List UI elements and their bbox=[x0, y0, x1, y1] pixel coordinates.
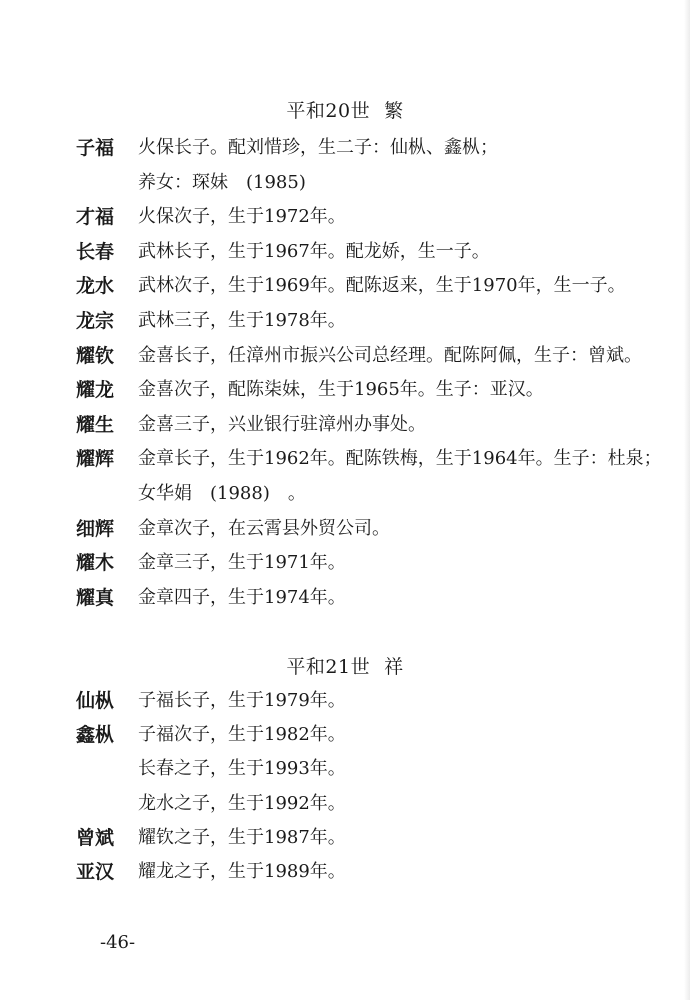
entry-row bbox=[0, 789, 690, 823]
entry-name: 亚汉 bbox=[76, 861, 115, 883]
entry-description: 金喜次子，配陈柒妹，生于1965年。生子：亚汉。 bbox=[138, 379, 544, 401]
page-number: -46- bbox=[100, 932, 136, 953]
entry-row bbox=[0, 686, 690, 720]
entry-description: 龙水之子，生于1992年。 bbox=[138, 792, 346, 814]
entry-name: 鑫枞 bbox=[76, 724, 115, 747]
entry-name: 耀辉 bbox=[76, 448, 115, 471]
entry-name: 才福 bbox=[76, 206, 115, 229]
entry-description: 耀钦之子，生于1987年。 bbox=[138, 826, 346, 848]
generation-character: 祥 bbox=[384, 656, 404, 678]
entry-name: 龙水 bbox=[76, 275, 115, 298]
entry-description: 女华娟 (1988) 。 bbox=[138, 483, 306, 504]
entry-row bbox=[0, 754, 690, 788]
entry-name: 耀木 bbox=[76, 552, 115, 575]
entry-row bbox=[0, 168, 690, 202]
entry-row bbox=[0, 444, 690, 478]
entry-name: 细辉 bbox=[76, 517, 115, 540]
entry-name: 子福 bbox=[76, 137, 115, 159]
entry-row bbox=[0, 514, 690, 548]
entry-description: 养女：琛妹 (1985) bbox=[138, 171, 306, 193]
entry-description: 耀龙之子，生于1989年。 bbox=[138, 861, 346, 882]
entry-description: 火保长子。配刘惜珍，生二子：仙枞、鑫枞； bbox=[138, 137, 498, 158]
section-title-generation-20 bbox=[0, 96, 690, 123]
entry-row bbox=[0, 410, 690, 444]
entry-row bbox=[0, 202, 690, 236]
entry-name: 耀龙 bbox=[76, 379, 115, 402]
entry-name: 耀真 bbox=[76, 586, 115, 609]
entry-description: 金章四子，生于1974年。 bbox=[138, 586, 346, 608]
entry-row bbox=[0, 133, 690, 167]
scan-edge-shadow bbox=[684, 0, 690, 1000]
entry-row bbox=[0, 306, 690, 340]
entry-name: 龙宗 bbox=[76, 310, 115, 332]
generation-character: 繁 bbox=[384, 100, 404, 122]
entry-name: 长春 bbox=[76, 240, 115, 263]
entry-description: 武林长子，生于1967年。配龙娇，生一子。 bbox=[138, 240, 490, 262]
entry-description: 武林次子，生于1969年。配陈返来，生于1970年，生一子。 bbox=[138, 275, 626, 297]
entry-row bbox=[0, 341, 690, 375]
entry-row bbox=[0, 823, 690, 857]
entry-row bbox=[0, 479, 690, 513]
entry-name: 仙枞 bbox=[76, 690, 115, 712]
entry-row bbox=[0, 375, 690, 409]
entry-name: 耀钦 bbox=[76, 344, 115, 367]
entry-description: 长春之子，生于1993年。 bbox=[138, 758, 346, 780]
entry-row bbox=[0, 857, 690, 891]
entry-description: 子福长子，生于1979年。 bbox=[138, 690, 346, 711]
entry-row bbox=[0, 237, 690, 271]
entry-row bbox=[0, 271, 690, 305]
entry-description: 金章三子，生于1971年。 bbox=[138, 552, 346, 574]
entry-name: 曾斌 bbox=[76, 826, 115, 849]
entry-description: 武林三子，生于1978年。 bbox=[138, 310, 346, 331]
entry-row bbox=[0, 583, 690, 617]
entry-description: 子福次子，生于1982年。 bbox=[138, 724, 346, 746]
entry-name: 耀生 bbox=[76, 413, 115, 436]
entry-description: 金章长子，生于1962年。配陈铁梅，生于1964年。生子：杜泉； bbox=[138, 448, 662, 470]
entry-row bbox=[0, 548, 690, 582]
entry-description: 金喜三子，兴业银行驻漳州办事处。 bbox=[138, 413, 426, 435]
entry-description: 金喜长子，任漳州市振兴公司总经理。配陈阿佩，生子：曾斌。 bbox=[138, 344, 642, 366]
section-title-text: 平和21世 bbox=[286, 656, 371, 678]
entry-row bbox=[0, 720, 690, 754]
entry-description: 火保次子，生于1972年。 bbox=[138, 206, 346, 228]
section-title-generation-21 bbox=[0, 652, 690, 679]
section-title-text: 平和20世 bbox=[286, 100, 371, 122]
entry-description: 金章次子，在云霄县外贸公司。 bbox=[138, 517, 390, 539]
